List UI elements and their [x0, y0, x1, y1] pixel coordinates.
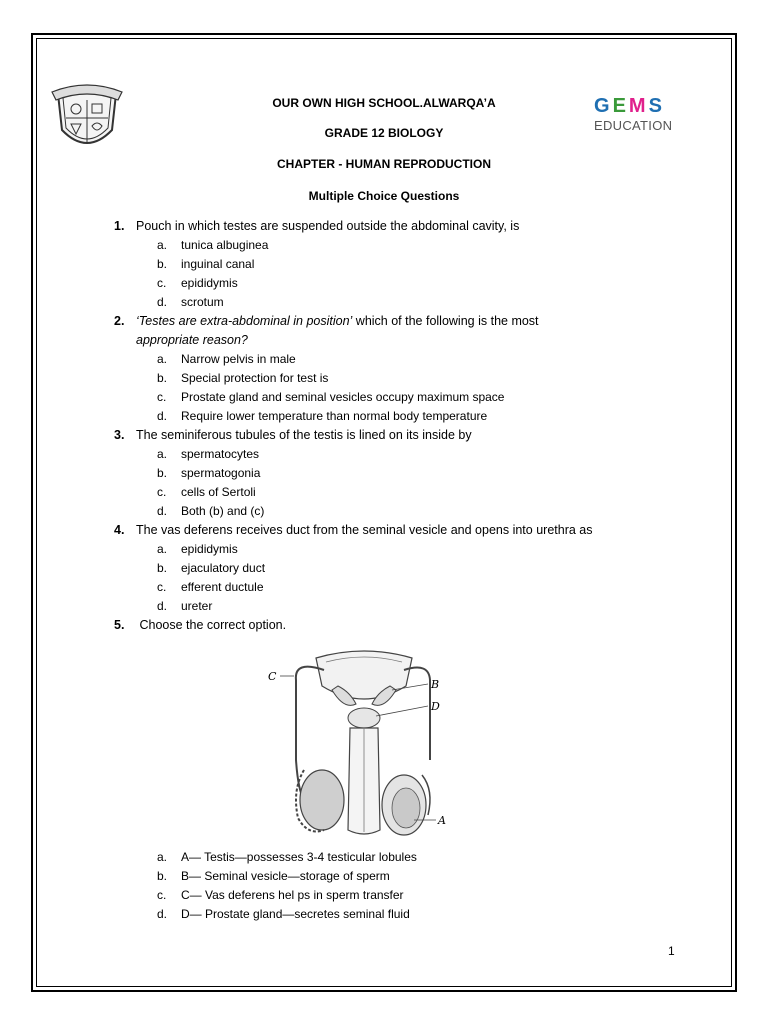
question-1: [114, 217, 519, 235]
option: b. B— Seminal vesicle—storage of sperm: [157, 869, 390, 883]
option: d. Require lower temperature than normal body temperature: [157, 409, 488, 423]
question-text: The vas deferens receives duct from the seminal vesicle and opens into urethra as: [136, 523, 593, 537]
option: a. Narrow pelvis in male: [157, 352, 296, 366]
option: d. D— Prostate gland—secretes seminal fluid: [157, 907, 410, 921]
brand-subtitle: EDUCATION: [594, 118, 673, 133]
option: c. cells of Sertoli: [157, 485, 256, 499]
option: a. A— Testis—possesses 3-4 testicular lobules: [157, 850, 417, 864]
brand-letter: E: [612, 95, 627, 117]
question-text: The seminiferous tubules of the testis is lined on its inside by: [136, 428, 472, 442]
option: c. Prostate gland and seminal vesicles occupy maximum space: [157, 390, 505, 404]
option: d. scrotum: [157, 295, 224, 309]
question-3: [114, 426, 472, 444]
question-number: 4.: [114, 523, 125, 537]
option: b. Special protection for test is: [157, 371, 329, 385]
question-text-cont: appropriate reason?: [136, 333, 248, 347]
diagram-label-b: B: [431, 678, 440, 691]
question-text: which of the following is the most: [352, 314, 539, 328]
option: b. spermatogonia: [157, 466, 261, 480]
chapter-title: CHAPTER - HUMAN REPRODUCTION: [277, 157, 491, 171]
question-5: [114, 616, 286, 634]
page-number: 1: [668, 944, 675, 958]
diagram-label-d: D: [431, 700, 440, 713]
question-text: Pouch in which testes are suspended outside the abdominal cavity, is: [136, 219, 520, 233]
brand-letter: S: [648, 95, 663, 117]
section-title: Multiple Choice Questions: [308, 189, 460, 203]
option: d. ureter: [157, 599, 213, 613]
grade-title: GRADE 12 BIOLOGY: [324, 126, 444, 140]
question-text: Choose the correct option.: [136, 618, 287, 632]
brand-letter: M: [628, 95, 647, 117]
question-number: 1.: [114, 219, 125, 233]
school-crest-logo: [46, 80, 128, 160]
option: a. epididymis: [157, 542, 238, 556]
diagram-label-c: C: [268, 670, 277, 683]
brand-letter: G: [594, 95, 611, 117]
question-number: 3.: [114, 428, 125, 442]
option: c. epididymis: [157, 276, 238, 290]
male-reproductive-system-diagram: [264, 640, 464, 840]
option: a. tunica albuginea: [157, 238, 269, 252]
question-number: 5.: [114, 618, 125, 632]
school-name: OUR OWN HIGH SCHOOL.ALWARQA’A: [272, 96, 496, 110]
diagram-label-a: A: [438, 814, 446, 827]
question-2: [114, 312, 539, 330]
option: b. inguinal canal: [157, 257, 255, 271]
option: b. ejaculatory duct: [157, 561, 266, 575]
question-number: 2.: [114, 314, 125, 328]
page-border-inner: [36, 38, 732, 987]
question-4: [114, 521, 593, 539]
option: c. C— Vas deferens hel ps in sperm transfer: [157, 888, 404, 902]
option: c. efferent ductule: [157, 580, 264, 594]
option: a. spermatocytes: [157, 447, 260, 461]
option: d. Both (b) and (c): [157, 504, 265, 518]
question-quote: ‘Testes are extra-abdominal in position’: [136, 314, 353, 328]
